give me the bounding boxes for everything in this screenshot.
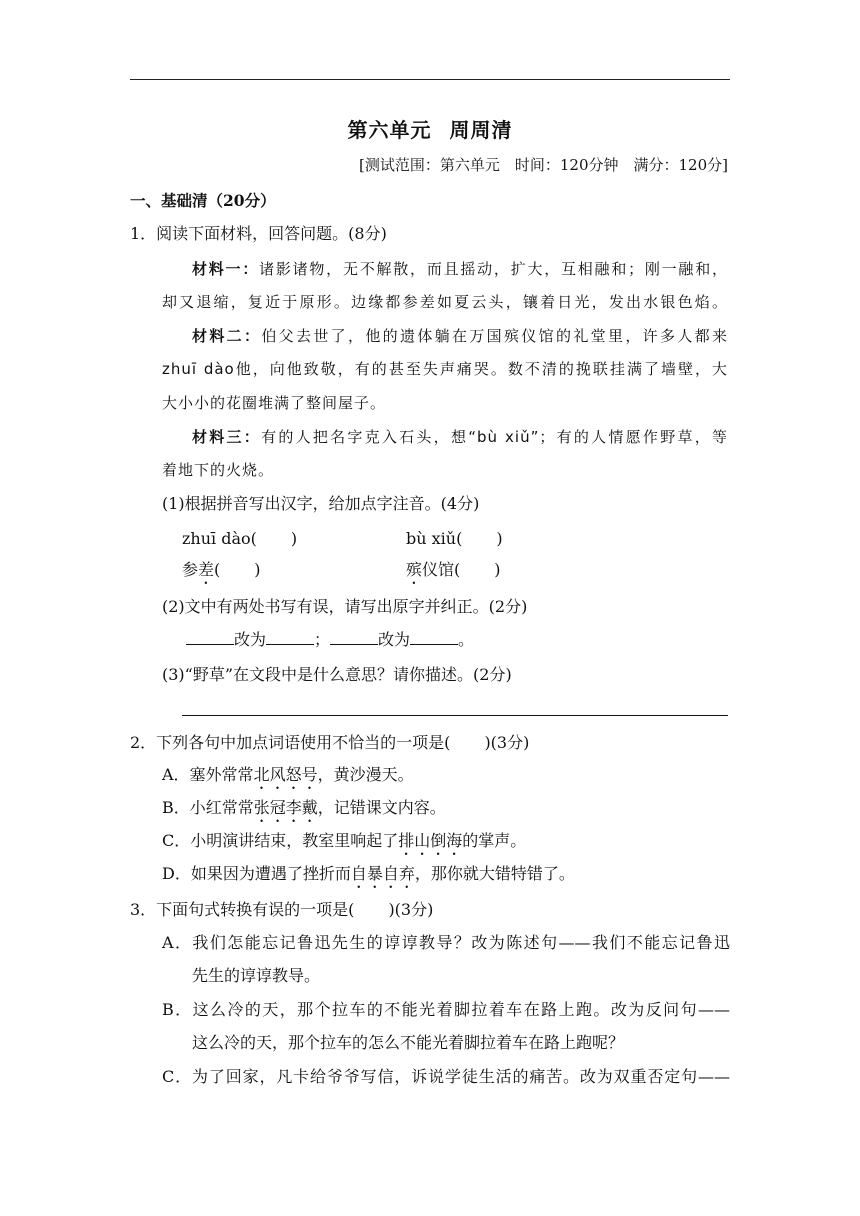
q1-stem: 1．阅读下面材料，回答问题。(8分) (130, 224, 387, 243)
material-1-line-1: 材料一：诸影诸物，无不解散，而且摇动，扩大，互相融和；刚一融和， (192, 260, 728, 278)
pinyin-blank-2: bù xiǔ( ) (406, 529, 503, 548)
test-info: [测试范围：第六单元 时间：120分钟 满分：120分] (359, 156, 728, 174)
q3-stem: 3．下面句式转换有误的一项是( )(3分) (130, 900, 434, 919)
material-2-line-3: 大小小的花圈堆满了整间屋子。 (162, 394, 387, 412)
q3-option-b-line-2: 这么冷的天，那个拉车的怎么不能光着脚拉着车在路上跑呢？ (192, 1033, 625, 1052)
q1-sub2: (2)文中有两处书写有误，请写出原字并纠正。(2分) (162, 597, 528, 616)
blank-2[interactable] (266, 630, 314, 645)
material-3-line-1: 材料三：有的人把名字克入石头，想“bù xiǔ”；有的人情愿作野草，等 (192, 428, 728, 446)
blank-1[interactable] (186, 630, 234, 645)
q2-option-b: B．小红常常张冠李戴，记错课文内容。 (162, 798, 446, 817)
q3-option-a-line-2: 先生的谆谆教导。 (192, 966, 321, 985)
q3-option-b-line-1: B．这么冷的天，那个拉车的不能光着脚拉着车在路上跑。改为反问句—— (162, 1000, 730, 1019)
q2-stem: 2．下列各句中加点词语使用不恰当的一项是( )(3分) (130, 733, 530, 752)
material-1-line-2: 却又退缩，复近于原形。边缘都参差如夏云头，镶着日光，发出水银色焰。 (162, 293, 728, 311)
page-title: 第六单元 周周清 (347, 118, 513, 142)
q1-sub3: (3)“野草”在文段中是什么意思？请你描述。(2分) (162, 665, 512, 684)
answer-line[interactable] (182, 715, 728, 716)
q3-option-a-line-1: A．我们怎能忘记鲁迅先生的谆谆教导？改为陈述句——我们不能忘记鲁迅 (162, 933, 730, 952)
blank-3[interactable] (330, 630, 378, 645)
q2-option-a: A．塞外常常北风怒号，黄沙漫天。 (162, 765, 414, 784)
header-rule (130, 79, 730, 80)
q1-sub1: (1)根据拼音写出汉字，给加点字注音。(4分) (162, 494, 480, 513)
q3-option-c-line-1: C．为了回家，凡卡给爷爷写信，诉说学徒生活的痛苦。改为双重否定句—— (162, 1067, 730, 1086)
section-heading: 一、基础清（20分） (130, 191, 276, 210)
correction-blanks: 改为 ； 改为 。 (186, 628, 474, 652)
material-2-line-1: 材料二：伯父去世了，他的遗体躺在万国殡仪馆的礼堂里，许多人都来 (192, 327, 728, 345)
blank-4[interactable] (410, 630, 458, 645)
material-2-line-2: zhuī dào他，向他致敬，有的甚至失声痛哭。数不清的挽联挂满了墙壁，大 (162, 360, 728, 378)
zhuyin-blank-1: 参差( ) (182, 560, 261, 579)
zhuyin-blank-2: 殡仪馆( ) (406, 560, 501, 579)
q2-option-c: C．小明演讲结束，教室里响起了排山倒海的掌声。 (162, 831, 527, 850)
q2-option-d: D．如果因为遭遇了挫折而自暴自弃，那你就大错特错了。 (162, 864, 575, 883)
material-3-line-2: 着地下的火烧。 (162, 461, 275, 479)
pinyin-blank-1: zhuī dào( ) (182, 529, 298, 548)
